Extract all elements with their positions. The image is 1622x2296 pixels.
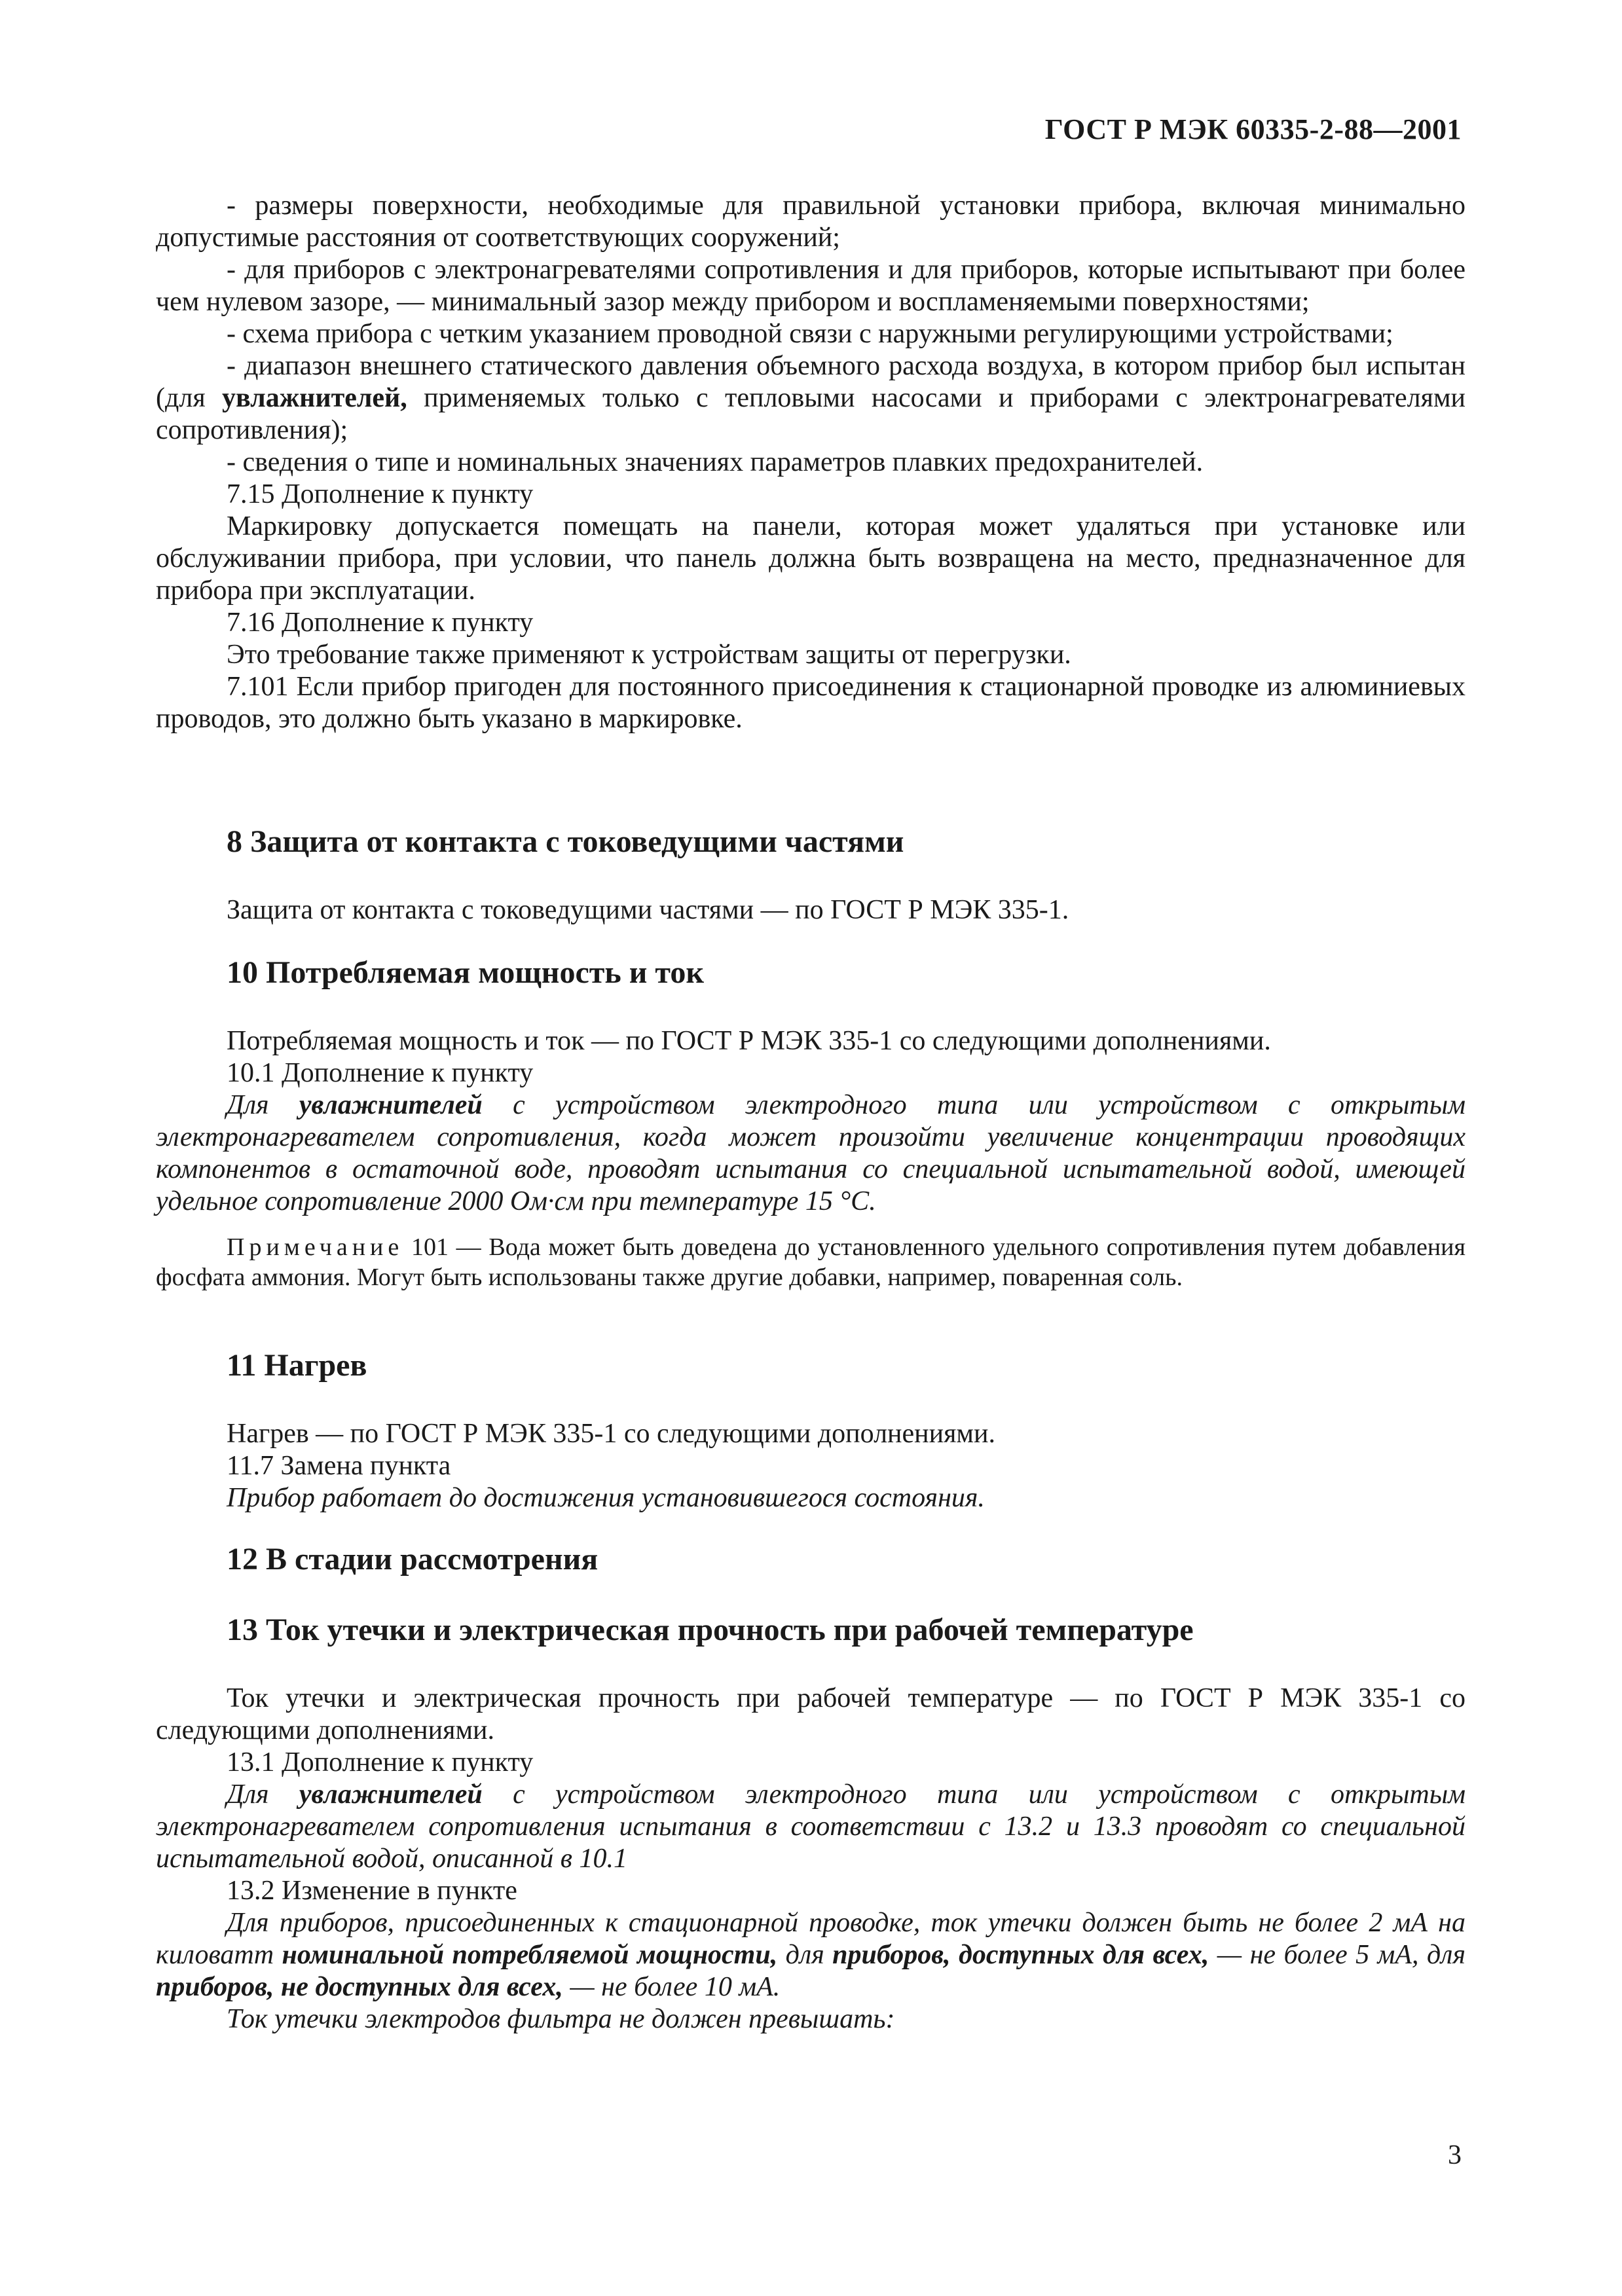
paragraph: Для увлажнителей с устройством электродного типа или устройством с открытым электронагревателем сопротивления испытания в соответствии с 13.2 и 13.3 проводят со специальной испытательной водой, описанной в 10.1 [156, 1779, 1466, 1874]
page-number: 3 [1448, 2140, 1462, 2170]
document-header: ГОСТ Р МЭК 60335-2-88—2001 [1044, 113, 1462, 145]
clause-number: 13.2 Изменение в пункте [227, 1876, 517, 1906]
paragraph: Потребляемая мощность и ток — по ГОСТ Р МЭК 335-1 со следующими дополнениями. [227, 1026, 1271, 1056]
section-heading-12: 12 В стадии рассмотрения [227, 1542, 599, 1576]
paragraph: Ток утечки электродов фильтра не должен превышать: [227, 2004, 895, 2034]
section-10-body [156, 1025, 1465, 1292]
clause-number: 7.16 Дополнение к пункту [227, 608, 534, 638]
paragraph: Ток утечки и электрическая прочность при рабочей температуре — по ГОСТ Р МЭК 335-1 со следующими дополнениями. [156, 1683, 1465, 1745]
section-heading-13: 13 Ток утечки и электрическая прочность при рабочей температуре [227, 1613, 1194, 1647]
paragraph: Для увлажнителей с устройством электродного типа или устройством с открытым электронагревателем сопротивления, когда может произойти увеличение концентрации проводящих компонентов в остаточной воде, проводят испытания со специальной испытательной водой, имеющей удельное сопротивление 2000 Ом·см при температуре 15 °С. [156, 1090, 1466, 1216]
clause-number: 13.1 Дополнение к пункту [227, 1747, 534, 1777]
paragraph: Защита от контакта с токоведущими частями — по ГОСТ Р МЭК 335-1. [227, 895, 1069, 925]
section-13-body [156, 1683, 1465, 2035]
paragraph: Нагрев — по ГОСТ Р МЭК 335-1 со следующими дополнениями. [227, 1419, 995, 1449]
paragraph: - размеры поверхности, необходимые для правильной установки прибора, включая минимально допустимые расстояния от соответствующих сооружений; [156, 191, 1465, 253]
section-heading-10: 10 Потребляемая мощность и ток [227, 955, 704, 990]
section-heading-11: 11 Нагрев [227, 1348, 367, 1383]
clause-number: 7.15 Дополнение к пункту [227, 479, 534, 509]
section-8-body [156, 894, 1465, 926]
section-heading-8: 8 Защита от контакта с токоведущими частями [227, 824, 904, 859]
paragraph: Маркировку допускается помещать на панели, которая может удаляться при установке или обслуживании прибора, при условии, что панель должна быть возвращена на место, предназначенное для прибора при эксплуатации. [156, 511, 1465, 606]
paragraph: - для приборов с электронагревателями сопротивления и для приборов, которые испытывают при более чем нулевом зазоре, — минимальный зазор между прибором и воспламеняемыми поверхностями; [156, 255, 1465, 317]
marking-requirements [156, 190, 1465, 735]
paragraph: - диапазон внешнего статического давления объемного расхода воздуха, в котором прибор был испытан (для увлажнителей, применяемых только с тепловыми насосами и приборами с электронагревателями сопротивления); [156, 351, 1465, 445]
note: Примечание 101 — Вода может быть доведена до установленного удельного сопротивления путем добавления фосфата аммония. Могут быть использованы также другие добавки, например, поваренная соль. [156, 1233, 1465, 1291]
paragraph: 7.101 Если прибор пригоден для постоянного присоединения к стационарной проводке из алюминиевых проводов, это должно быть указано в маркировке. [156, 672, 1465, 734]
clause-number: 11.7 Замена пункта [227, 1451, 451, 1481]
paragraph: Прибор работает до достижения установившегося состояния. [227, 1483, 985, 1513]
paragraph: Это требование также применяют к устройствам защиты от перегрузки. [227, 640, 1071, 670]
paragraph: - сведения о типе и номинальных значениях параметров плавких предохранителей. [227, 447, 1204, 477]
paragraph: - схема прибора с четким указанием проводной связи с наружными регулирующими устройствами; [227, 319, 1393, 349]
section-11-body [156, 1418, 1465, 1514]
clause-number: 10.1 Дополнение к пункту [227, 1058, 534, 1088]
paragraph: Для приборов, присоединенных к стационарной проводке, ток утечки должен быть не более 2 мА на киловатт номинальной потребляемой мощности, для приборов, доступных для всех, — не более 5 мА, для приборов, не доступных для всех, — не более 10 мА. [156, 1908, 1466, 2002]
note-label: Примечание [227, 1233, 404, 1261]
